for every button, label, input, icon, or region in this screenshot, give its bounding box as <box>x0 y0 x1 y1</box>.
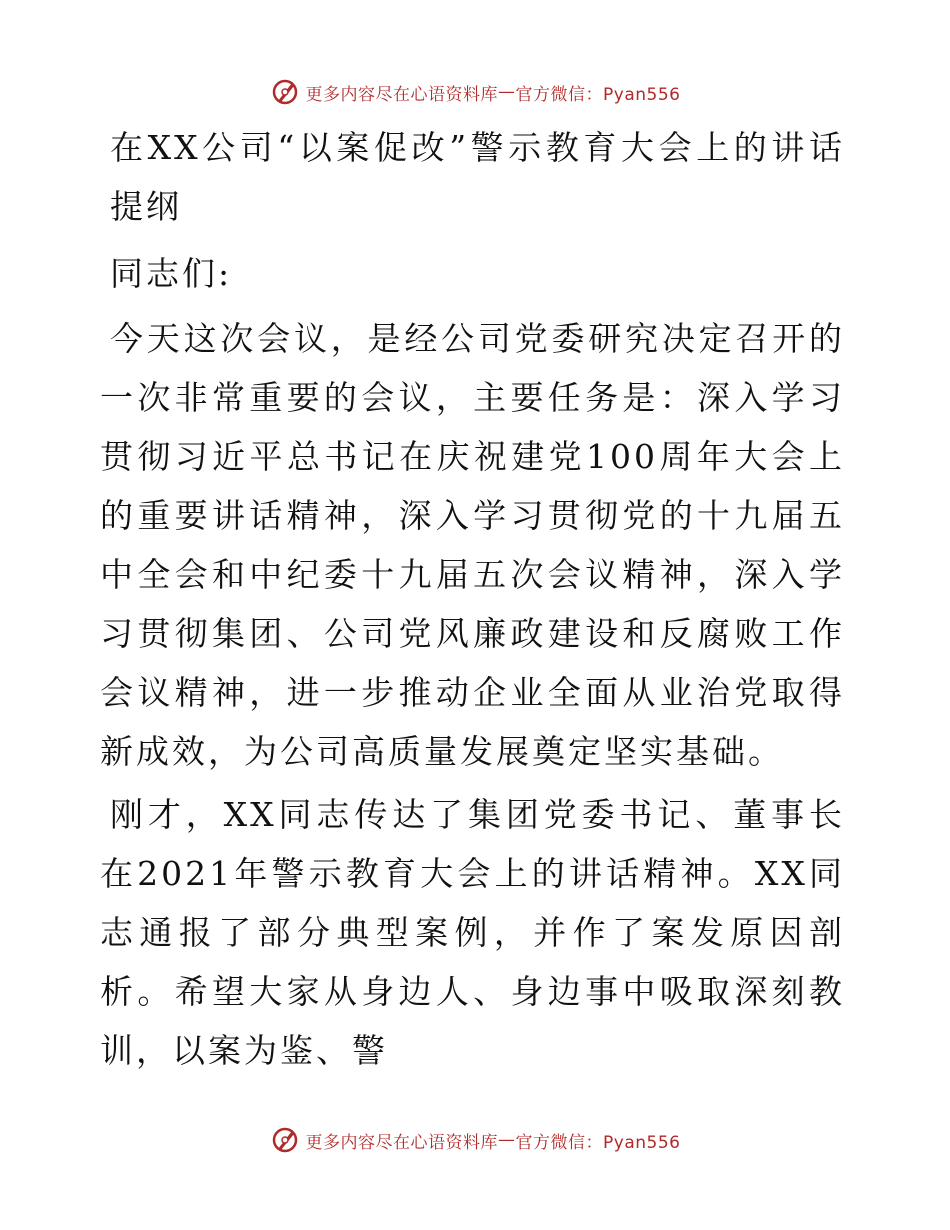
watermark-header <box>0 72 950 112</box>
watermark-footer <box>0 1120 950 1160</box>
quill-logo-icon <box>270 77 300 107</box>
watermark-text: 更多内容尽在心语资料库 <box>305 84 499 105</box>
watermark-text: 更多内容尽在心语资料库 <box>305 1132 499 1153</box>
watermark-contact: 官方微信：Pyan556 <box>515 1132 681 1153</box>
watermark-separator: — <box>498 1130 516 1150</box>
document-title: 在XX公司“以案促改”警示教育大会上的讲话提纲 <box>110 128 845 226</box>
salutation: 同志们: <box>110 254 233 293</box>
document-body <box>100 118 845 1080</box>
quill-logo-icon <box>270 1125 300 1155</box>
watermark-contact: 官方微信：Pyan556 <box>515 84 681 105</box>
paragraph: 刚才，XX同志传达了集团党委书记、董事长在2021年警示教育大会上的讲话精神。XX同志通报了部分典型案例，并作了案发原因剖析。希望大家从身边人、身边事中吸取深刻教训，以案为鉴、警 <box>100 795 845 1070</box>
watermark-separator: — <box>498 82 516 102</box>
paragraph: 今天这次会议，是经公司党委研究决定召开的一次非常重要的会议，主要任务是：深入学习贯彻习近平总书记在庆祝建党100周年大会上的重要讲话精神，深入学习贯彻党的十九届五中全会和中纪委十九届五次会议精神，深入学习贯彻集团、公司党风廉政建设和反腐败工作会议精神，进一步推动企业全面从业治党取得新成效，为公司高质量发展奠定坚实基础。 <box>100 319 845 771</box>
